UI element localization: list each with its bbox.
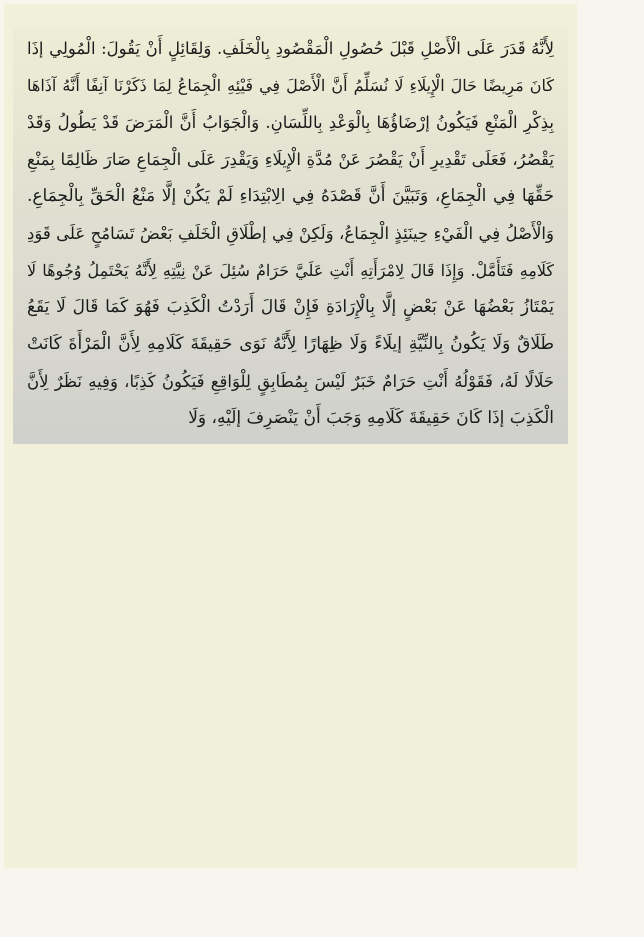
- text-line-9: طَلَاقٌ وَلَا يَكُونُ بِالنِّيَّةِ إيلَاءً وَلَا ظِهَارًا لِأَنَّهُ نَوَى حَقِيقَةَ كَلَامِهِ لِأَنَّ الْمَرْأَةَ كَانَتْ: [27, 334, 554, 354]
- text-line-10: حَلَالًا لَهُ، فَقَوْلُهُ أَنْتِ حَرَامٌ خَبَرٌ لَيْسَ بِمُطَابِقٍ لِلْوَاقِعِ فَيَكُونُ كَذِبًا، وَفِيهِ نَظَرٌ لِأَنَّ: [27, 372, 554, 391]
- text-line-6: وَالْأَصْلُ فِي الْفَيْءِ حِينَئِذٍ الْجِمَاعُ، وَلَكِنْ فِي إطْلَاقِ الْخَلَفِ بَعْضُ تَسَامُحٍ عَلَى قَوَدِ: [27, 224, 554, 243]
- text-line-7: كَلَامِهِ فَتَأَمَّلْ. وَإِذَا قَالَ لِامْرَأَتِهِ أَنْتِ عَلَيَّ حَرَامٌ سُئِلَ عَنْ نِيَّتِهِ لِأَنَّهُ يَحْتَمِلُ وُجُوهًا لَا: [27, 261, 554, 280]
- text-line-8: يَمْتَازُ بَعْضُهَا عَنْ بَعْضٍ إلَّا بِالْإِرَادَةِ فَإِنْ قَالَ أَرَدْتُ الْكَذِبَ فَهُوَ كَمَا قَالَ لَا يَقَعُ: [27, 297, 554, 317]
- text-line-2: كَانَ مَرِيضًا حَالَ الْإِيلَاءِ لَا نُسَلِّمُ أَنَّ الْأَصْلَ فِي فَيْئِهِ الْجِمَاعُ لِمَا ذَكَرْنَا آنِفًا أَنَّهُ آذَاهَا: [27, 76, 554, 95]
- text-line-3: بِذِكْرِ الْمَنْعِ فَيَكُونُ إرْضَاؤُهَا بِالْوَعْدِ بِاللِّسَانِ. وَالْجَوَابُ أَنَّ الْمَرَضَ قَدْ يَطُولُ وَقَدْ: [27, 113, 554, 132]
- text-line-11: الْكَذِبَ إذَا كَانَ حَقِيقَةَ كَلَامِهِ وَجَبَ أَنْ يَنْصَرِفَ إلَيْهِ، وَلَا: [188, 408, 554, 428]
- text-line-4: يَقْصُرُ، فَعَلَى تَقْدِيرِ أَنْ يَقْصُرَ عَنْ مُدَّةِ الْإِيلَاءِ وَيَقْدِرَ عَلَى الْجِمَاعِ صَارَ ظَالِمًا بِمَنْعِ: [27, 150, 554, 169]
- text-line-1: لِأَنَّهُ قَدَرَ عَلَى الْأَصْلِ قَبْلَ حُصُولِ الْمَقْصُودِ بِالْخَلَفِ. وَلِقَائِلٍ أَنْ يَقُولَ: الْمُولِي إذَا: [27, 39, 554, 58]
- arabic-text-block: [13, 28, 568, 444]
- text-line-5: حَقِّهَا فِي الْجِمَاعِ، وَتَبَيَّنَ أَنَّ قَصْدَهُ فِي الِابْتِدَاءِ لَمْ يَكُنْ إلَّا مَنْعُ الْحَقِّ بِالْجِمَاعِ.: [27, 186, 554, 206]
